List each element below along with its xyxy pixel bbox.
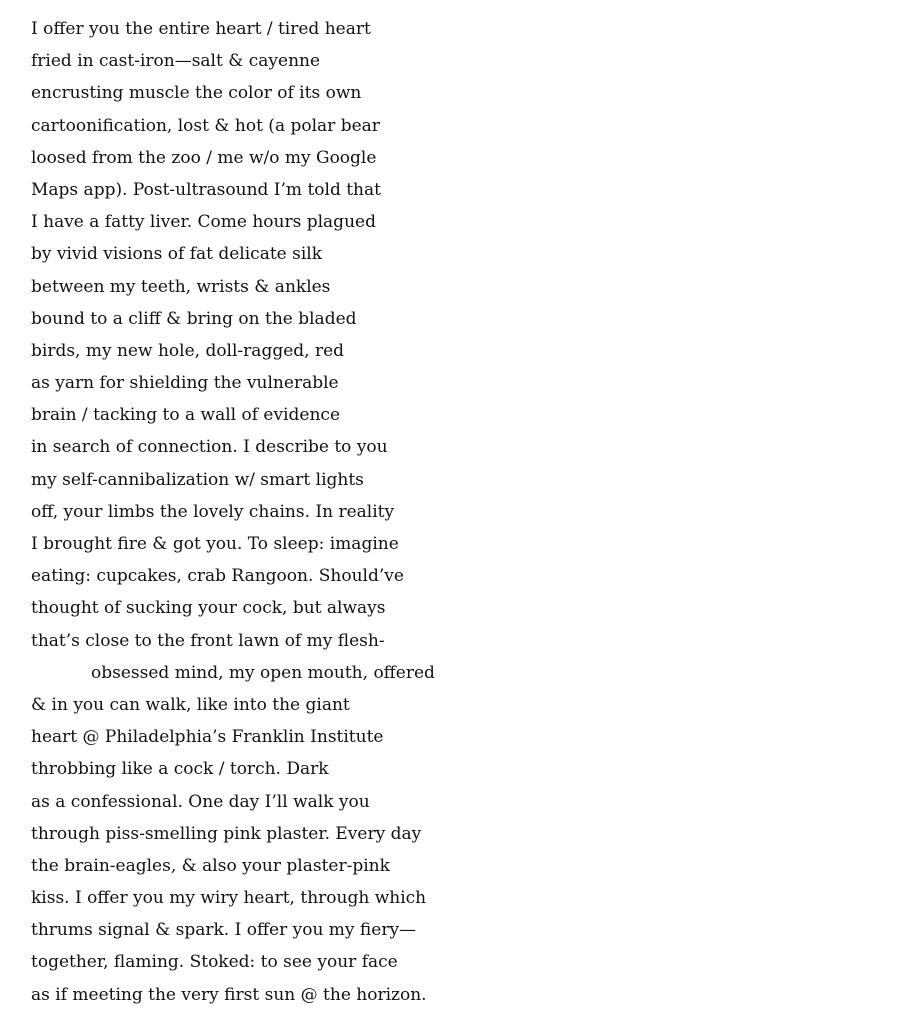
poem-line-3: encrusting muscle the color of its own xyxy=(31,83,362,104)
poem-line-4: cartoonification, lost & hot (a polar bear xyxy=(31,115,380,136)
poem-line-10: bound to a cliff & bring on the bladed xyxy=(31,308,357,329)
poem-line-6: Maps app). Post-ultrasound I’m told that xyxy=(31,179,381,200)
poem-line-2: fried in cast-iron—salt & cayenne xyxy=(31,51,321,72)
poem-line-12: as yarn for shielding the vulnerable xyxy=(31,373,339,394)
poem-line-9: between my teeth, wrists & ankles xyxy=(31,276,331,297)
poem-line-17: I brought fire & got you. To sleep: imagine xyxy=(31,534,399,554)
poem-line-28: kiss. I offer you my wiry heart, through which xyxy=(31,888,427,909)
poem-line-24: throbbing like a cock / torch. Dark xyxy=(31,759,329,780)
poem-line-31: as if meeting the very first sun @ the horizon. xyxy=(31,984,427,1005)
poem-line-5: loosed from the zoo / me w/o my Google xyxy=(31,147,377,168)
poem-line-20: that’s close to the front lawn of my flesh- xyxy=(31,630,385,651)
poem-line-19: thought of sucking your cock, but always xyxy=(31,598,386,619)
poem-line-29: thrums signal & spark. I offer you my fiery— xyxy=(31,920,417,941)
poem-line-15: my self-cannibalization w/ smart lights xyxy=(31,469,364,490)
poem-line-8: by vivid visions of fat delicate silk xyxy=(31,244,323,265)
poem-line-13: brain / tacking to a wall of evidence xyxy=(31,405,341,426)
poem-line-25: as a confessional. One day I’ll walk you xyxy=(31,791,370,812)
poem-line-22: & in you can walk, like into the giant xyxy=(31,694,350,715)
poem-line-7: I have a fatty liver. Come hours plagued xyxy=(31,212,376,233)
poem-line-23: heart @ Philadelphia’s Franklin Institute xyxy=(31,727,384,748)
poem-line-18: eating: cupcakes, crab Rangoon. Should’ve xyxy=(31,566,404,587)
poem-line-11: birds, my new hole, doll-ragged, red xyxy=(31,340,345,361)
poem-line-30: together, flaming. Stoked: to see your face xyxy=(31,952,398,973)
poem-line-26: through piss-smelling pink plaster. Every day xyxy=(31,823,422,844)
poem-line-14: in search of connection. I describe to you xyxy=(31,437,388,458)
poem-body xyxy=(31,15,435,1013)
poem-line-27: the brain-eagles, & also your plaster-pink xyxy=(31,855,390,876)
poem-line-21-indented: obsessed mind, my open mouth, offered xyxy=(91,662,435,683)
poem-line-1: I offer you the entire heart / tired heart xyxy=(31,19,371,39)
poem-line-16: off, your limbs the lovely chains. In reality xyxy=(31,501,395,522)
